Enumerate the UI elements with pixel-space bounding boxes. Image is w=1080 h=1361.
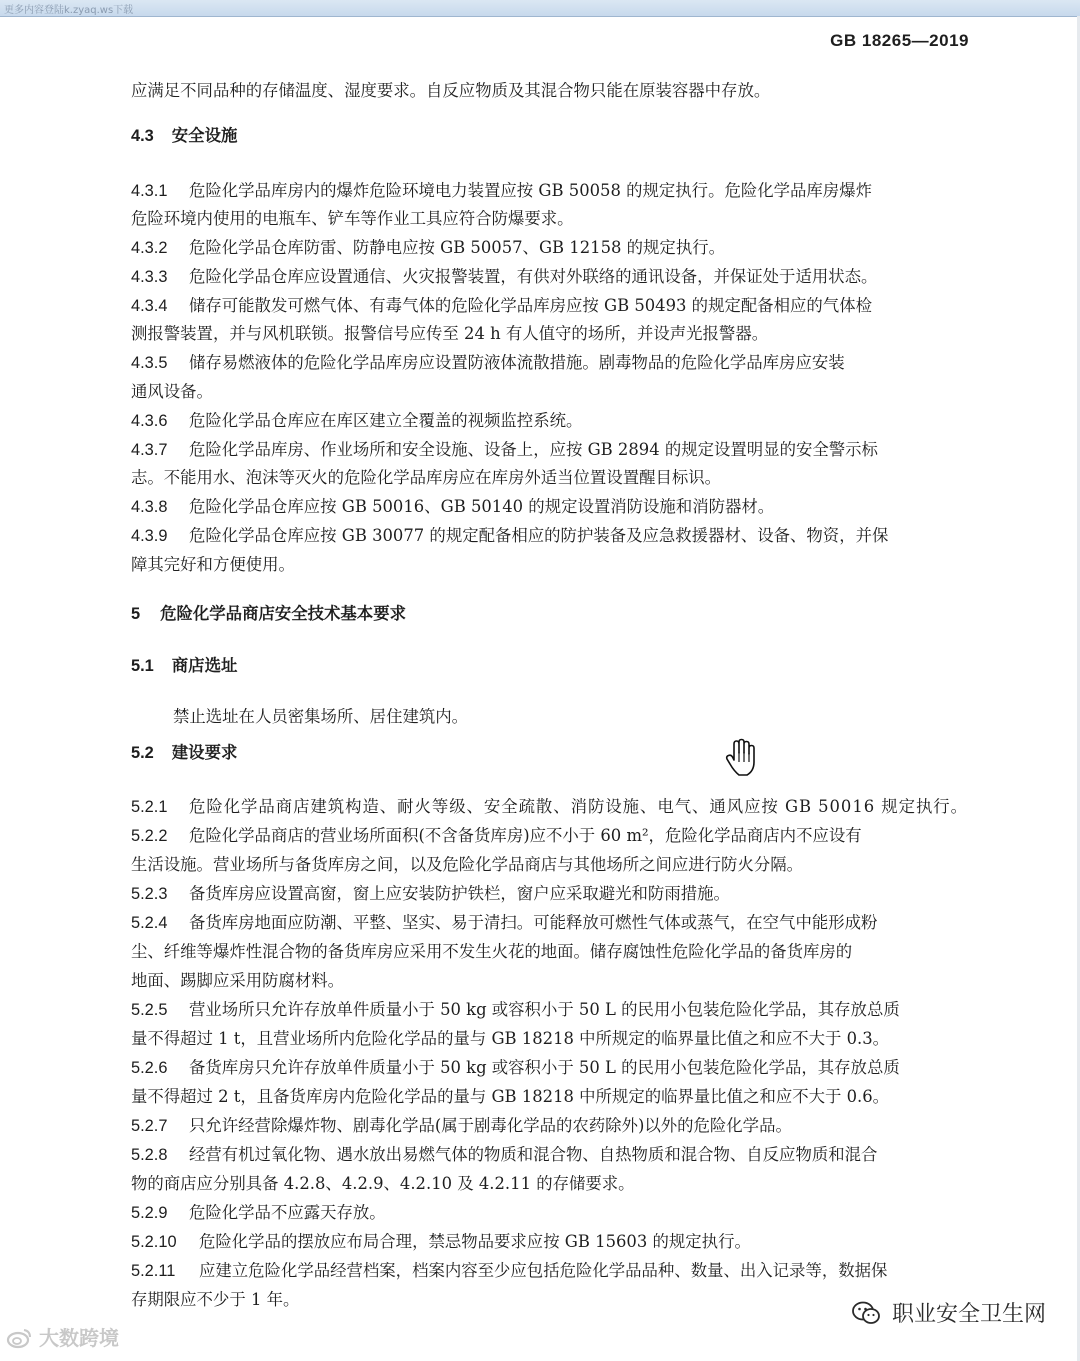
clause-text: 危险化学品仓库应按 GB 30077 的规定配备相应的防护装备及应急救援器材、设备、物资，并保 <box>189 526 889 545</box>
document-number: GB 18265—2019 <box>830 31 969 50</box>
section-heading <box>131 655 237 677</box>
clause-text: 应建立危险化学品经营档案，档案内容至少应包括危险化学品品种、数量、出入记录等，数据保 <box>199 1261 888 1280</box>
section-number: 4.3 <box>131 127 154 145</box>
clause-text: 危险化学品的摆放应布局合理，禁忌物品要求应按 GB 15603 的规定执行。 <box>199 1232 751 1251</box>
clause-text: 尘、纤维等爆炸性混合物的备货库房应采用不发生火花的地面。储存腐蚀性危险化学品的备货库房的 <box>131 942 853 961</box>
clause-text: 备货库房只允许存放单件质量小于 50 kg 或容积小于 50 L 的民用小包装危险化学品，其存放总质 <box>189 1058 900 1077</box>
clause-number: 5.2.1 <box>131 798 168 816</box>
clause-number: 5.2.10 <box>131 1233 177 1251</box>
hand-cursor-icon <box>724 738 760 778</box>
clause-text: 危险化学品仓库应按 GB 50016、GB 50140 的规定设置消防设施和消防器材。 <box>189 497 775 516</box>
clause-text: 只允许经营除爆炸物、剧毒化学品(属于剧毒化学品的农药除外)以外的危险化学品。 <box>189 1116 792 1135</box>
clause-text: 禁止选址在人员密集场所、居住建筑内。 <box>173 707 469 726</box>
clause-number: 5.2.2 <box>131 827 168 845</box>
clause-text: 危险化学品不应露天存放。 <box>189 1203 386 1222</box>
clause-number: 4.3.7 <box>131 441 168 459</box>
clause-text: 备货库房地面应防潮、平整、坚实、易于清扫。可能释放可燃性气体或蒸气，在空气中能形成粉 <box>189 913 878 932</box>
top-bar-text: 更多内容登陆k.zyaq.ws下载 <box>4 5 134 16</box>
section-number: 5.1 <box>131 657 154 675</box>
clause-text: 通风设备。 <box>131 382 213 401</box>
clause-text: 应满足不同品种的存储温度、湿度要求。自反应物质及其混合物只能在原装容器中存放。 <box>131 81 771 100</box>
section-heading <box>131 603 406 625</box>
clause-number: 4.3.8 <box>131 498 168 516</box>
clause-text: 测报警装置，并与风机联锁。报警信号应传至 24 h 有人值守的场所，并设声光报警器。 <box>131 324 769 343</box>
clause-number: 5.2.5 <box>131 1001 168 1019</box>
clause-number: 5.2.6 <box>131 1059 168 1077</box>
section-title: 商店选址 <box>171 656 238 675</box>
section-heading <box>131 125 237 147</box>
clause-text: 志。不能用水、泡沫等灭火的危险化学品库房应在库房外适当位置设置醒目标识。 <box>131 468 722 487</box>
clause-text: 危险化学品库房内的爆炸危险环境电力装置应按 GB 50058 的规定执行。危险化学品库房爆炸 <box>189 181 872 200</box>
clause-text: 危险化学品库房、作业场所和安全设施、设备上，应按 GB 2894 的规定设置明显的安全警示标 <box>189 440 878 459</box>
source-watermark <box>851 1297 1046 1328</box>
clause-number: 5.2.4 <box>131 914 168 932</box>
clause-number: 4.3.2 <box>131 239 168 257</box>
clause-text: 生活设施。营业场所与备货库房之间，以及危险化学品商店与其他场所之间应进行防火分隔。 <box>131 855 804 874</box>
clause-number: 4.3.6 <box>131 412 168 430</box>
clause-text: 危险化学品商店的营业场所面积(不含备货库房)应不小于 60 m²，危险化学品商店内不应设有 <box>189 826 862 845</box>
clause-number: 4.3.1 <box>131 182 168 200</box>
clause-text: 量不得超过 1 t，且营业场所内危险化学品的量与 GB 18218 中所规定的临界量比值之和应不大于 0.3。 <box>131 1029 890 1048</box>
clause-number: 5.2.8 <box>131 1146 168 1164</box>
clause-text: 备货库房应设置高窗，窗上应安装防护铁栏，窗户应采取避光和防雨措施。 <box>189 884 730 903</box>
clause-text: 量不得超过 2 t，且备货库房内危险化学品的量与 GB 18218 中所规定的临界量比值之和应不大于 0.6。 <box>131 1087 890 1106</box>
clause-text: 营业场所只允许存放单件质量小于 50 kg 或容积小于 50 L 的民用小包装危险化学品，其存放总质 <box>189 1000 900 1019</box>
clause-text: 存期限应不少于 1 年。 <box>131 1290 300 1309</box>
clause-number: 4.3.4 <box>131 297 168 315</box>
clause-number: 4.3.9 <box>131 527 168 545</box>
viewer-top-bar <box>0 0 1080 17</box>
clause-text: 危险化学品仓库防雷、防静电应按 GB 50057、GB 12158 的规定执行。 <box>189 238 725 257</box>
section-title: 安全设施 <box>171 126 238 145</box>
clause-number: 5.2.7 <box>131 1117 168 1135</box>
clause-number: 4.3.5 <box>131 354 168 372</box>
clause-text: 经营有机过氧化物、遇水放出易燃气体的物质和混合物、自热物质和混合物、自反应物质和混合 <box>189 1145 878 1164</box>
section-heading <box>131 742 237 764</box>
clause-number: 5.2.9 <box>131 1204 168 1222</box>
clause-text: 物的商店应分别具备 4.2.8、4.2.9、4.2.10 及 4.2.11 的存储要求。 <box>131 1174 635 1193</box>
clause-text: 障其完好和方便使用。 <box>131 555 295 574</box>
section-title: 危险化学品商店安全技术基本要求 <box>160 604 406 623</box>
weibo-logo-icon <box>6 1327 32 1349</box>
clause-text: 危险化学品商店建筑构造、耐火等级、安全疏散、消防设施、电气、通风应按 GB 50016 规定执行。 <box>189 797 968 816</box>
platform-watermark <box>6 1322 119 1351</box>
clause-text: 储存易燃液体的危险化学品库房应设置防液体流散措施。剧毒物品的危险化学品库房应安装 <box>189 353 845 372</box>
clause-text: 储存可能散发可燃气体、有毒气体的危险化学品库房应按 GB 50493 的规定配备相应的气体检 <box>189 296 872 315</box>
section-number: 5 <box>131 605 141 623</box>
section-title: 建设要求 <box>171 743 238 762</box>
section-number: 5.2 <box>131 744 154 762</box>
clause-text: 危险环境内使用的电瓶车、铲车等作业工具应符合防爆要求。 <box>131 209 574 228</box>
clause-text: 危险化学品仓库应设置通信、火灾报警装置，有供对外联络的通讯设备，并保证处于适用状态。 <box>189 267 878 286</box>
clause-text: 危险化学品仓库应在库区建立全覆盖的视频监控系统。 <box>189 411 583 430</box>
clause-number: 5.2.11 <box>131 1262 176 1280</box>
clause-text: 地面、踢脚应采用防腐材料。 <box>131 971 345 990</box>
clause-number: 4.3.3 <box>131 268 168 286</box>
clause-number: 5.2.3 <box>131 885 168 903</box>
platform-watermark-text: 大数跨境 <box>38 1326 119 1350</box>
wechat-logo-icon <box>851 1300 881 1326</box>
source-watermark-text: 职业安全卫生网 <box>891 1302 1046 1327</box>
